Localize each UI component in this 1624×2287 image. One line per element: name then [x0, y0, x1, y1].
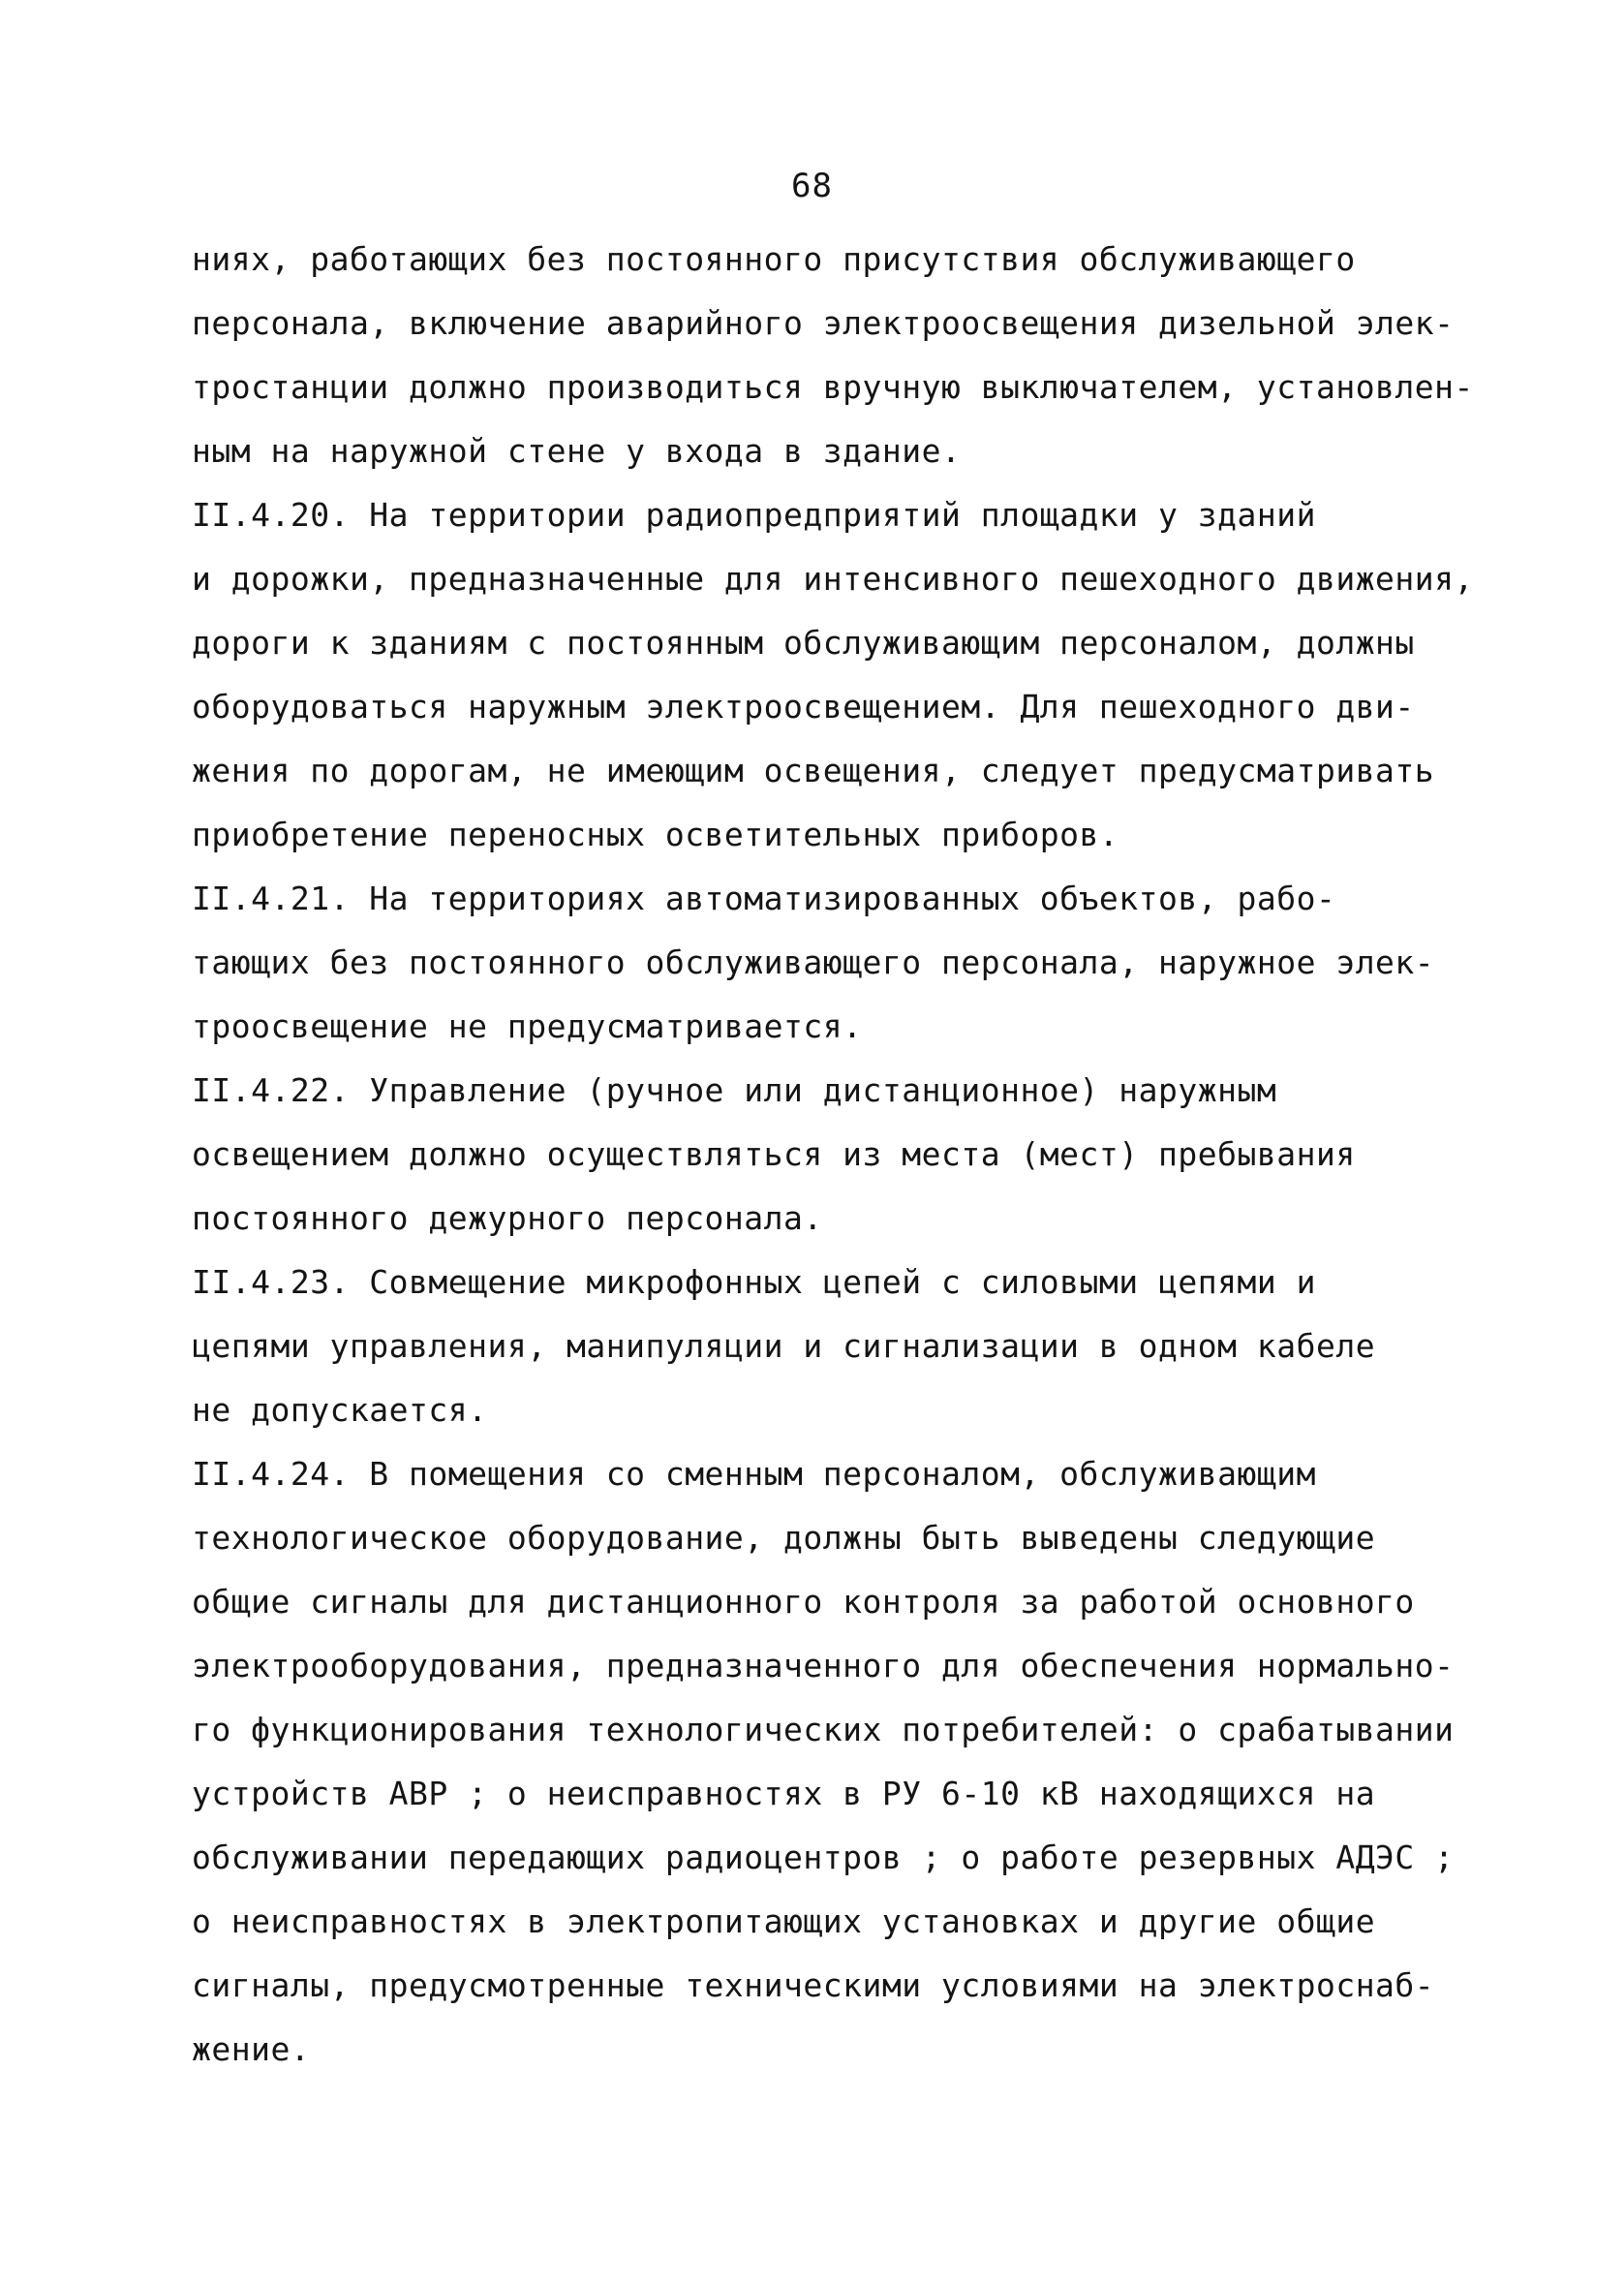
text-line: персонала, включение аварийного электроосвещения дизельной элек- [192, 304, 1455, 342]
text-line: устройств АВР ; о неисправностях в РУ 6-10 кВ находящихся на [192, 1775, 1376, 1812]
text-line: приобретение переносных осветительных приборов. [192, 816, 1119, 853]
text-line: ниях, работающих без постоянного присутствия обслуживающего [192, 240, 1356, 278]
paragraph-start-11-4-21: II.4.21. На территориях автоматизированных объектов, рабо- [192, 880, 1336, 917]
text-line: технологическое оборудование, должны быть выведены следующие [192, 1519, 1376, 1557]
text-line: тростанции должно производиться вручную выключателем, установлен- [192, 368, 1474, 406]
text-line: о неисправностях в электропитающих установках и другие общие [192, 1902, 1376, 1940]
text-line: постоянного дежурного персонала. [192, 1199, 823, 1237]
paragraph-start-11-4-20: II.4.20. На территории радиопредприятий площадки у зданий [192, 496, 1316, 534]
text-line: жение. [192, 2030, 311, 2068]
paragraph-start-11-4-24: II.4.24. В помещения со сменным персоналом, обслуживающим [192, 1455, 1316, 1493]
text-line: сигналы, предусмотренные техническими условиями на электроснаб- [192, 1966, 1435, 2004]
paragraph-start-11-4-23: II.4.23. Совмещение микрофонных цепей с силовыми цепями и [192, 1263, 1316, 1301]
text-line: освещением должно осуществляться из места (мест) пребывания [192, 1135, 1356, 1173]
text-line: жения по дорогам, не имеющим освещения, следует предусматривать [192, 752, 1435, 789]
document-body [192, 228, 1474, 2082]
text-line: обслуживании передающих радиоцентров ; о работе резервных АДЭС ; [192, 1839, 1455, 1876]
text-line: общие сигналы для дистанционного контроля за работой основного [192, 1583, 1415, 1621]
text-line: не допускается. [192, 1391, 488, 1429]
text-line: го функционирования технологических потребителей: о срабатывании [192, 1711, 1455, 1748]
paragraph-start-11-4-22: II.4.22. Управление (ручное или дистанционное) наружным [192, 1071, 1277, 1109]
text-line: электрооборудования, предназначенного для обеспечения нормально- [192, 1647, 1455, 1684]
page-number: 68 [791, 167, 833, 205]
text-line: дороги к зданиям с постоянным обслуживающим персоналом, должны [192, 624, 1415, 662]
text-line: оборудоваться наружным электроосвещением. Для пешеходного дви- [192, 688, 1415, 726]
text-line: цепями управления, манипуляции и сигнализации в одном кабеле [192, 1327, 1376, 1365]
text-line: и дорожки, предназначенные для интенсивного пешеходного движения, [192, 560, 1474, 598]
text-line: троосвещение не предусматривается. [192, 1007, 863, 1045]
text-line: ным на наружной стене у входа в здание. [192, 432, 962, 470]
text-line: тающих без постоянного обслуживающего персонала, наружное элек- [192, 943, 1435, 981]
